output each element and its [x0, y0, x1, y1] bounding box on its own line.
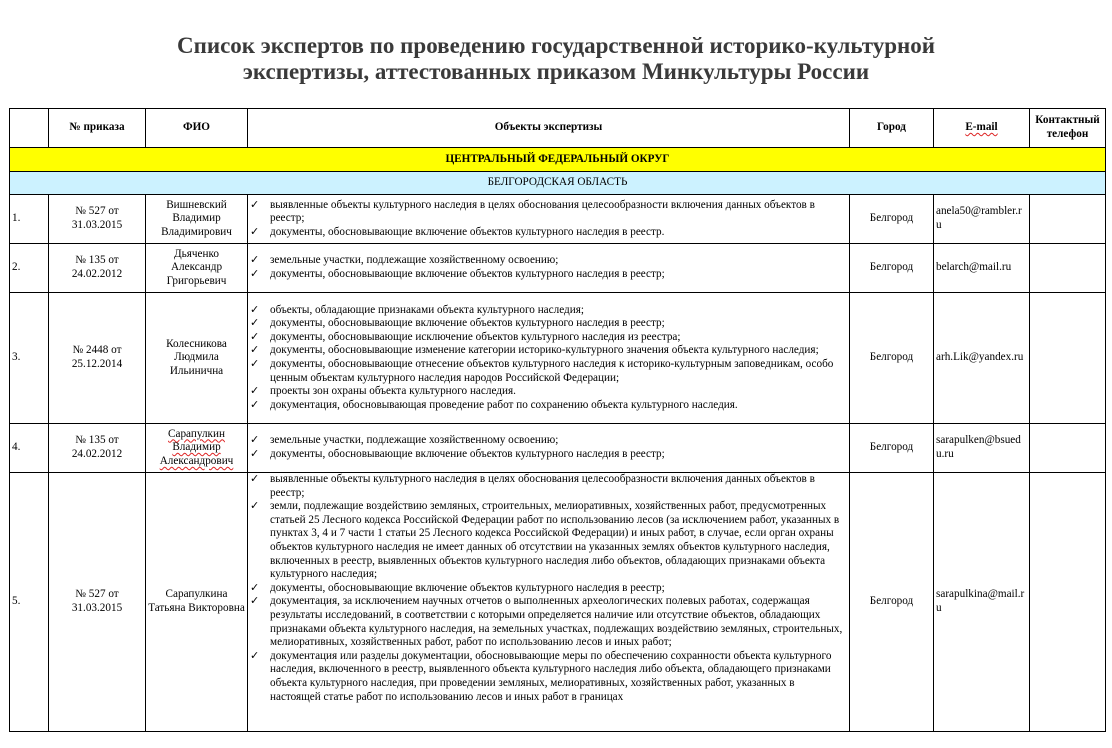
object-item: ✓ проекты зон охраны объекта культурного наследия. — [250, 385, 847, 399]
object-item: ✓ земельные участки, подлежащие хозяйственному освоению; — [250, 434, 847, 448]
subregion-label: БЕЛГОРОДСКАЯ ОБЛАСТЬ — [10, 172, 1106, 195]
object-item: ✓ выявленные объекты культурного наследия в целях обоснования целесообразности включения данных объектов в реестр; — [250, 199, 847, 226]
table-header-row — [10, 109, 1106, 148]
object-item: ✓ документация, за исключением научных отчетов о выполненных археологических полевых работах, содержащая результаты исследований, в соответствии с которыми определяется наличие или отсутствие объектов, обладающих признаками объекта культурного наследия, на земельных участках, подлежащих воздействию земляных, строительных, мелиоративных, хозяйственных работ, работ по использованию лесов и иных работ; — [250, 595, 847, 649]
row-objects — [248, 293, 850, 424]
document-title-line-2: экспертизы, аттестованных приказом Минкультуры России — [242, 59, 870, 84]
row-fio: Колесникова Людмила Ильинична — [146, 293, 248, 424]
row-num: 3. — [10, 293, 49, 424]
row-objects — [248, 195, 850, 244]
object-item: ✓ документы, обосновывающие включение объектов культурного наследия в реестр; — [250, 317, 847, 331]
header-num — [10, 109, 49, 148]
header-fio: ФИО — [146, 109, 248, 148]
row-order: № 135 от 24.02.2012 — [49, 244, 146, 293]
table-row — [10, 293, 1106, 424]
row-email[interactable]: anela50@rambler.ru — [934, 195, 1030, 244]
object-item: ✓ документы, обосновывающие исключение объектов культурного наследия из реестра; — [250, 331, 847, 345]
header-city: Город — [850, 109, 934, 148]
object-item: ✓ документы, обосновывающие включение объектов культурного наследия в реестр. — [250, 226, 847, 240]
header-phone: Контактный телефон — [1030, 109, 1106, 148]
row-city: Белгород — [850, 424, 934, 473]
row-objects — [248, 473, 850, 732]
object-item: ✓ выявленные объекты культурного наследия в целях обоснования целесообразности включения данных объектов в реестр; — [250, 473, 847, 500]
table-row — [10, 195, 1106, 244]
document-title — [0, 33, 1112, 85]
row-fio: Дьяченко Александр Григорьевич — [146, 244, 248, 293]
header-order: № приказа — [49, 109, 146, 148]
row-email[interactable]: sarapulken@bsuedu.ru — [934, 424, 1030, 473]
row-order: № 2448 от 25.12.2014 — [49, 293, 146, 424]
object-item: ✓ документы, обосновывающие включение объектов культурного наследия в реестр; — [250, 268, 847, 282]
row-num: 1. — [10, 195, 49, 244]
row-email[interactable]: belarch@mail.ru — [934, 244, 1030, 293]
region-label: ЦЕНТРАЛЬНЫЙ ФЕДЕРАЛЬНЫЙ ОКРУГ — [10, 148, 1106, 172]
object-item: ✓ документация или разделы документации, обосновывающие меры по обеспечению сохранности объекта культурного наследия, включенного в реестр, выявленного объекта культурного наследия либо объекта, обладающего признаками объекта культурного наследия, при проведении земляных, мелиоративных, хозяйственных работ, указанных в настоящей статье работ по использованию лесов и иных работ в границах — [250, 650, 847, 704]
row-objects — [248, 424, 850, 473]
row-fio-text: Сарапулкин Владимир Александрович — [159, 427, 234, 467]
row-num: 4. — [10, 424, 49, 473]
object-item: ✓ документы, обосновывающие включение объектов культурного наследия в реестр; — [250, 582, 847, 596]
object-item: ✓ земельные участки, подлежащие хозяйственному освоению; — [250, 254, 847, 268]
object-item: ✓ документы, обосновывающие отнесение объектов культурного наследия к историко-культурным заповедникам, особо ценным объектам культурного наследия народов Российской Федерации; — [250, 358, 847, 385]
object-item: ✓ земли, подлежащие воздействию земляных, строительных, мелиоративных, хозяйственных работ, предусмотренных статьей 25 Лесного кодекса Российской Федерации работ по использованию лесов (за исключением работ, указанных в пунктах 3, 4 и 7 части 1 статьи 25 Лесного кодекса Российской Федерации) и иных работ, в случае, если орган охраны объектов культурного наследия не имеет данных об отсутствии на указанных землях объектов культурного наследия, включенных в реестр, выявленных объектов культурного наследия либо объектов, обладающих признаками объекта культурного наследия; — [250, 500, 847, 582]
row-phone — [1030, 473, 1106, 732]
row-email[interactable]: sarapulkina@mail.ru — [934, 473, 1030, 732]
row-city: Белгород — [850, 195, 934, 244]
table-row — [10, 424, 1106, 473]
subregion-row — [10, 172, 1106, 195]
table-row — [10, 244, 1106, 293]
row-city: Белгород — [850, 473, 934, 732]
row-num: 2. — [10, 244, 49, 293]
row-fio: Вишневский Владимир Владимирович — [146, 195, 248, 244]
row-city: Белгород — [850, 244, 934, 293]
header-objects: Объекты экспертизы — [248, 109, 850, 148]
row-order: № 527 от 31.03.2015 — [49, 195, 146, 244]
row-phone — [1030, 424, 1106, 473]
experts-table — [9, 108, 1106, 732]
row-city: Белгород — [850, 293, 934, 424]
row-order: № 527 от 31.03.2015 — [49, 473, 146, 732]
object-item: ✓ документация, обосновывающая проведение работ по сохранению объекта культурного наследия. — [250, 399, 847, 413]
header-email-text: E-mail — [965, 121, 998, 134]
row-fio — [146, 424, 248, 473]
object-item: ✓ документы, обосновывающие изменение категории историко-культурного значения объекта культурного наследия; — [250, 344, 847, 358]
row-objects — [248, 244, 850, 293]
row-phone — [1030, 293, 1106, 424]
row-fio — [146, 473, 248, 732]
header-email — [934, 109, 1030, 148]
object-item: ✓ документы, обосновывающие включение объектов культурного наследия в реестр; — [250, 448, 847, 462]
table-row — [10, 473, 1106, 732]
row-order: № 135 от 24.02.2012 — [49, 424, 146, 473]
region-row — [10, 148, 1106, 172]
row-fio-text: Сарапулкина Татьяна Викторовна — [148, 588, 245, 614]
row-email[interactable]: arh.Lik@yandex.ru — [934, 293, 1030, 424]
row-num: 5. — [10, 473, 49, 732]
row-phone — [1030, 244, 1106, 293]
document-title-line-1: Список экспертов по проведению государственной историко-культурной — [176, 33, 935, 58]
row-phone — [1030, 195, 1106, 244]
object-item: ✓ объекты, обладающие признаками объекта культурного наследия; — [250, 304, 847, 318]
